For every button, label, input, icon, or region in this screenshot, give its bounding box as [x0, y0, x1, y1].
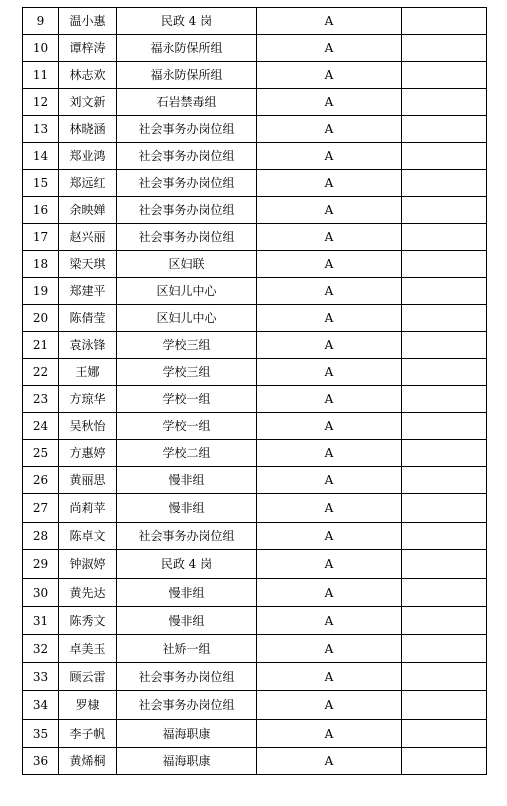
- table-row: [23, 332, 487, 359]
- name-cell: 卓美玉: [59, 635, 117, 663]
- table-row: [23, 467, 487, 494]
- note-cell: [402, 143, 487, 170]
- note-cell: [402, 386, 487, 413]
- table-row: [23, 170, 487, 197]
- name-cell: 谭梓涛: [59, 35, 117, 62]
- table-row: [23, 305, 487, 332]
- note-cell: [402, 607, 487, 635]
- note-cell: [402, 197, 487, 224]
- name-cell: 黄丽思: [59, 467, 117, 494]
- name-cell: 赵兴丽: [59, 224, 117, 251]
- table-row: [23, 251, 487, 278]
- grade-cell: A: [257, 305, 402, 332]
- table-row: [23, 116, 487, 143]
- name-cell: 余映婵: [59, 197, 117, 224]
- row-number-cell: 26: [23, 467, 59, 494]
- name-cell: 梁天琪: [59, 251, 117, 278]
- table-row: [23, 720, 487, 748]
- name-cell: 林晓涵: [59, 116, 117, 143]
- unit-cell: 福海职康: [117, 720, 257, 748]
- row-number-cell: 28: [23, 523, 59, 550]
- table-row: [23, 89, 487, 116]
- grade-cell: A: [257, 386, 402, 413]
- note-cell: [402, 550, 487, 579]
- row-number-cell: 10: [23, 35, 59, 62]
- note-cell: [402, 720, 487, 748]
- row-number-cell: 29: [23, 550, 59, 579]
- unit-cell: 社会事务办岗位组: [117, 691, 257, 720]
- note-cell: [402, 89, 487, 116]
- note-cell: [402, 278, 487, 305]
- grade-cell: A: [257, 579, 402, 607]
- note-cell: [402, 691, 487, 720]
- unit-cell: 区妇儿中心: [117, 278, 257, 305]
- table-row: [23, 663, 487, 691]
- note-cell: [402, 494, 487, 523]
- unit-cell: 慢非组: [117, 579, 257, 607]
- name-cell: 方惠婷: [59, 440, 117, 467]
- row-number-cell: 19: [23, 278, 59, 305]
- unit-cell: 学校二组: [117, 440, 257, 467]
- unit-cell: 社会事务办岗位组: [117, 523, 257, 550]
- row-number-cell: 35: [23, 720, 59, 748]
- row-number-cell: 21: [23, 332, 59, 359]
- unit-cell: 学校三组: [117, 332, 257, 359]
- roster-table: [22, 7, 487, 775]
- grade-cell: A: [257, 170, 402, 197]
- row-number-cell: 13: [23, 116, 59, 143]
- roster-table-body: [23, 8, 487, 775]
- name-cell: 袁泳锋: [59, 332, 117, 359]
- name-cell: 郑建平: [59, 278, 117, 305]
- name-cell: 钟淑婷: [59, 550, 117, 579]
- note-cell: [402, 579, 487, 607]
- grade-cell: A: [257, 691, 402, 720]
- unit-cell: 学校一组: [117, 386, 257, 413]
- unit-cell: 民政 4 岗: [117, 550, 257, 579]
- row-number-cell: 27: [23, 494, 59, 523]
- name-cell: 郑远红: [59, 170, 117, 197]
- table-row: [23, 359, 487, 386]
- grade-cell: A: [257, 8, 402, 35]
- row-number-cell: 31: [23, 607, 59, 635]
- grade-cell: A: [257, 607, 402, 635]
- unit-cell: 慢非组: [117, 467, 257, 494]
- grade-cell: A: [257, 35, 402, 62]
- grade-cell: A: [257, 197, 402, 224]
- name-cell: 温小惠: [59, 8, 117, 35]
- grade-cell: A: [257, 720, 402, 748]
- row-number-cell: 36: [23, 748, 59, 775]
- note-cell: [402, 440, 487, 467]
- unit-cell: 慢非组: [117, 607, 257, 635]
- name-cell: 方琼华: [59, 386, 117, 413]
- row-number-cell: 11: [23, 62, 59, 89]
- grade-cell: A: [257, 494, 402, 523]
- grade-cell: A: [257, 62, 402, 89]
- note-cell: [402, 116, 487, 143]
- unit-cell: 石岩禁毒组: [117, 89, 257, 116]
- unit-cell: 福永防保所组: [117, 62, 257, 89]
- note-cell: [402, 251, 487, 278]
- grade-cell: A: [257, 635, 402, 663]
- table-row: [23, 35, 487, 62]
- grade-cell: A: [257, 440, 402, 467]
- name-cell: 郑业鸿: [59, 143, 117, 170]
- grade-cell: A: [257, 224, 402, 251]
- table-row: [23, 550, 487, 579]
- table-row: [23, 413, 487, 440]
- row-number-cell: 17: [23, 224, 59, 251]
- unit-cell: 社矫一组: [117, 635, 257, 663]
- name-cell: 顾云雷: [59, 663, 117, 691]
- unit-cell: 社会事务办岗位组: [117, 197, 257, 224]
- note-cell: [402, 467, 487, 494]
- grade-cell: A: [257, 278, 402, 305]
- row-number-cell: 23: [23, 386, 59, 413]
- row-number-cell: 14: [23, 143, 59, 170]
- grade-cell: A: [257, 663, 402, 691]
- grade-cell: A: [257, 748, 402, 775]
- grade-cell: A: [257, 550, 402, 579]
- note-cell: [402, 635, 487, 663]
- note-cell: [402, 305, 487, 332]
- grade-cell: A: [257, 89, 402, 116]
- table-row: [23, 62, 487, 89]
- unit-cell: 学校一组: [117, 413, 257, 440]
- grade-cell: A: [257, 359, 402, 386]
- name-cell: 陈秀文: [59, 607, 117, 635]
- note-cell: [402, 170, 487, 197]
- name-cell: 吴秋怡: [59, 413, 117, 440]
- name-cell: 黄烯桐: [59, 748, 117, 775]
- table-row: [23, 691, 487, 720]
- table-row: [23, 143, 487, 170]
- unit-cell: 区妇联: [117, 251, 257, 278]
- grade-cell: A: [257, 332, 402, 359]
- row-number-cell: 25: [23, 440, 59, 467]
- name-cell: 陈倩莹: [59, 305, 117, 332]
- note-cell: [402, 62, 487, 89]
- note-cell: [402, 224, 487, 251]
- unit-cell: 学校三组: [117, 359, 257, 386]
- row-number-cell: 18: [23, 251, 59, 278]
- row-number-cell: 30: [23, 579, 59, 607]
- unit-cell: 区妇儿中心: [117, 305, 257, 332]
- table-row: [23, 386, 487, 413]
- row-number-cell: 20: [23, 305, 59, 332]
- row-number-cell: 9: [23, 8, 59, 35]
- name-cell: 李子帆: [59, 720, 117, 748]
- unit-cell: 社会事务办岗位组: [117, 170, 257, 197]
- unit-cell: 慢非组: [117, 494, 257, 523]
- table-row: [23, 635, 487, 663]
- unit-cell: 社会事务办岗位组: [117, 663, 257, 691]
- grade-cell: A: [257, 251, 402, 278]
- note-cell: [402, 359, 487, 386]
- table-row: [23, 8, 487, 35]
- unit-cell: 福永防保所组: [117, 35, 257, 62]
- table-row: [23, 748, 487, 775]
- grade-cell: A: [257, 523, 402, 550]
- table-row: [23, 278, 487, 305]
- unit-cell: 社会事务办岗位组: [117, 224, 257, 251]
- table-row: [23, 224, 487, 251]
- grade-cell: A: [257, 143, 402, 170]
- name-cell: 黄先达: [59, 579, 117, 607]
- table-row: [23, 494, 487, 523]
- table-row: [23, 440, 487, 467]
- grade-cell: A: [257, 413, 402, 440]
- unit-cell: 社会事务办岗位组: [117, 116, 257, 143]
- unit-cell: 福海职康: [117, 748, 257, 775]
- row-number-cell: 16: [23, 197, 59, 224]
- name-cell: 林志欢: [59, 62, 117, 89]
- row-number-cell: 15: [23, 170, 59, 197]
- row-number-cell: 34: [23, 691, 59, 720]
- row-number-cell: 24: [23, 413, 59, 440]
- table-row: [23, 579, 487, 607]
- note-cell: [402, 332, 487, 359]
- table-row: [23, 523, 487, 550]
- name-cell: 刘文新: [59, 89, 117, 116]
- name-cell: 尚莉苹: [59, 494, 117, 523]
- note-cell: [402, 413, 487, 440]
- table-row: [23, 607, 487, 635]
- unit-cell: 民政 4 岗: [117, 8, 257, 35]
- row-number-cell: 22: [23, 359, 59, 386]
- unit-cell: 社会事务办岗位组: [117, 143, 257, 170]
- note-cell: [402, 8, 487, 35]
- note-cell: [402, 663, 487, 691]
- row-number-cell: 33: [23, 663, 59, 691]
- name-cell: 罗棣: [59, 691, 117, 720]
- table-row: [23, 197, 487, 224]
- row-number-cell: 32: [23, 635, 59, 663]
- note-cell: [402, 748, 487, 775]
- name-cell: 陈卓文: [59, 523, 117, 550]
- note-cell: [402, 35, 487, 62]
- row-number-cell: 12: [23, 89, 59, 116]
- note-cell: [402, 523, 487, 550]
- grade-cell: A: [257, 116, 402, 143]
- grade-cell: A: [257, 467, 402, 494]
- name-cell: 王娜: [59, 359, 117, 386]
